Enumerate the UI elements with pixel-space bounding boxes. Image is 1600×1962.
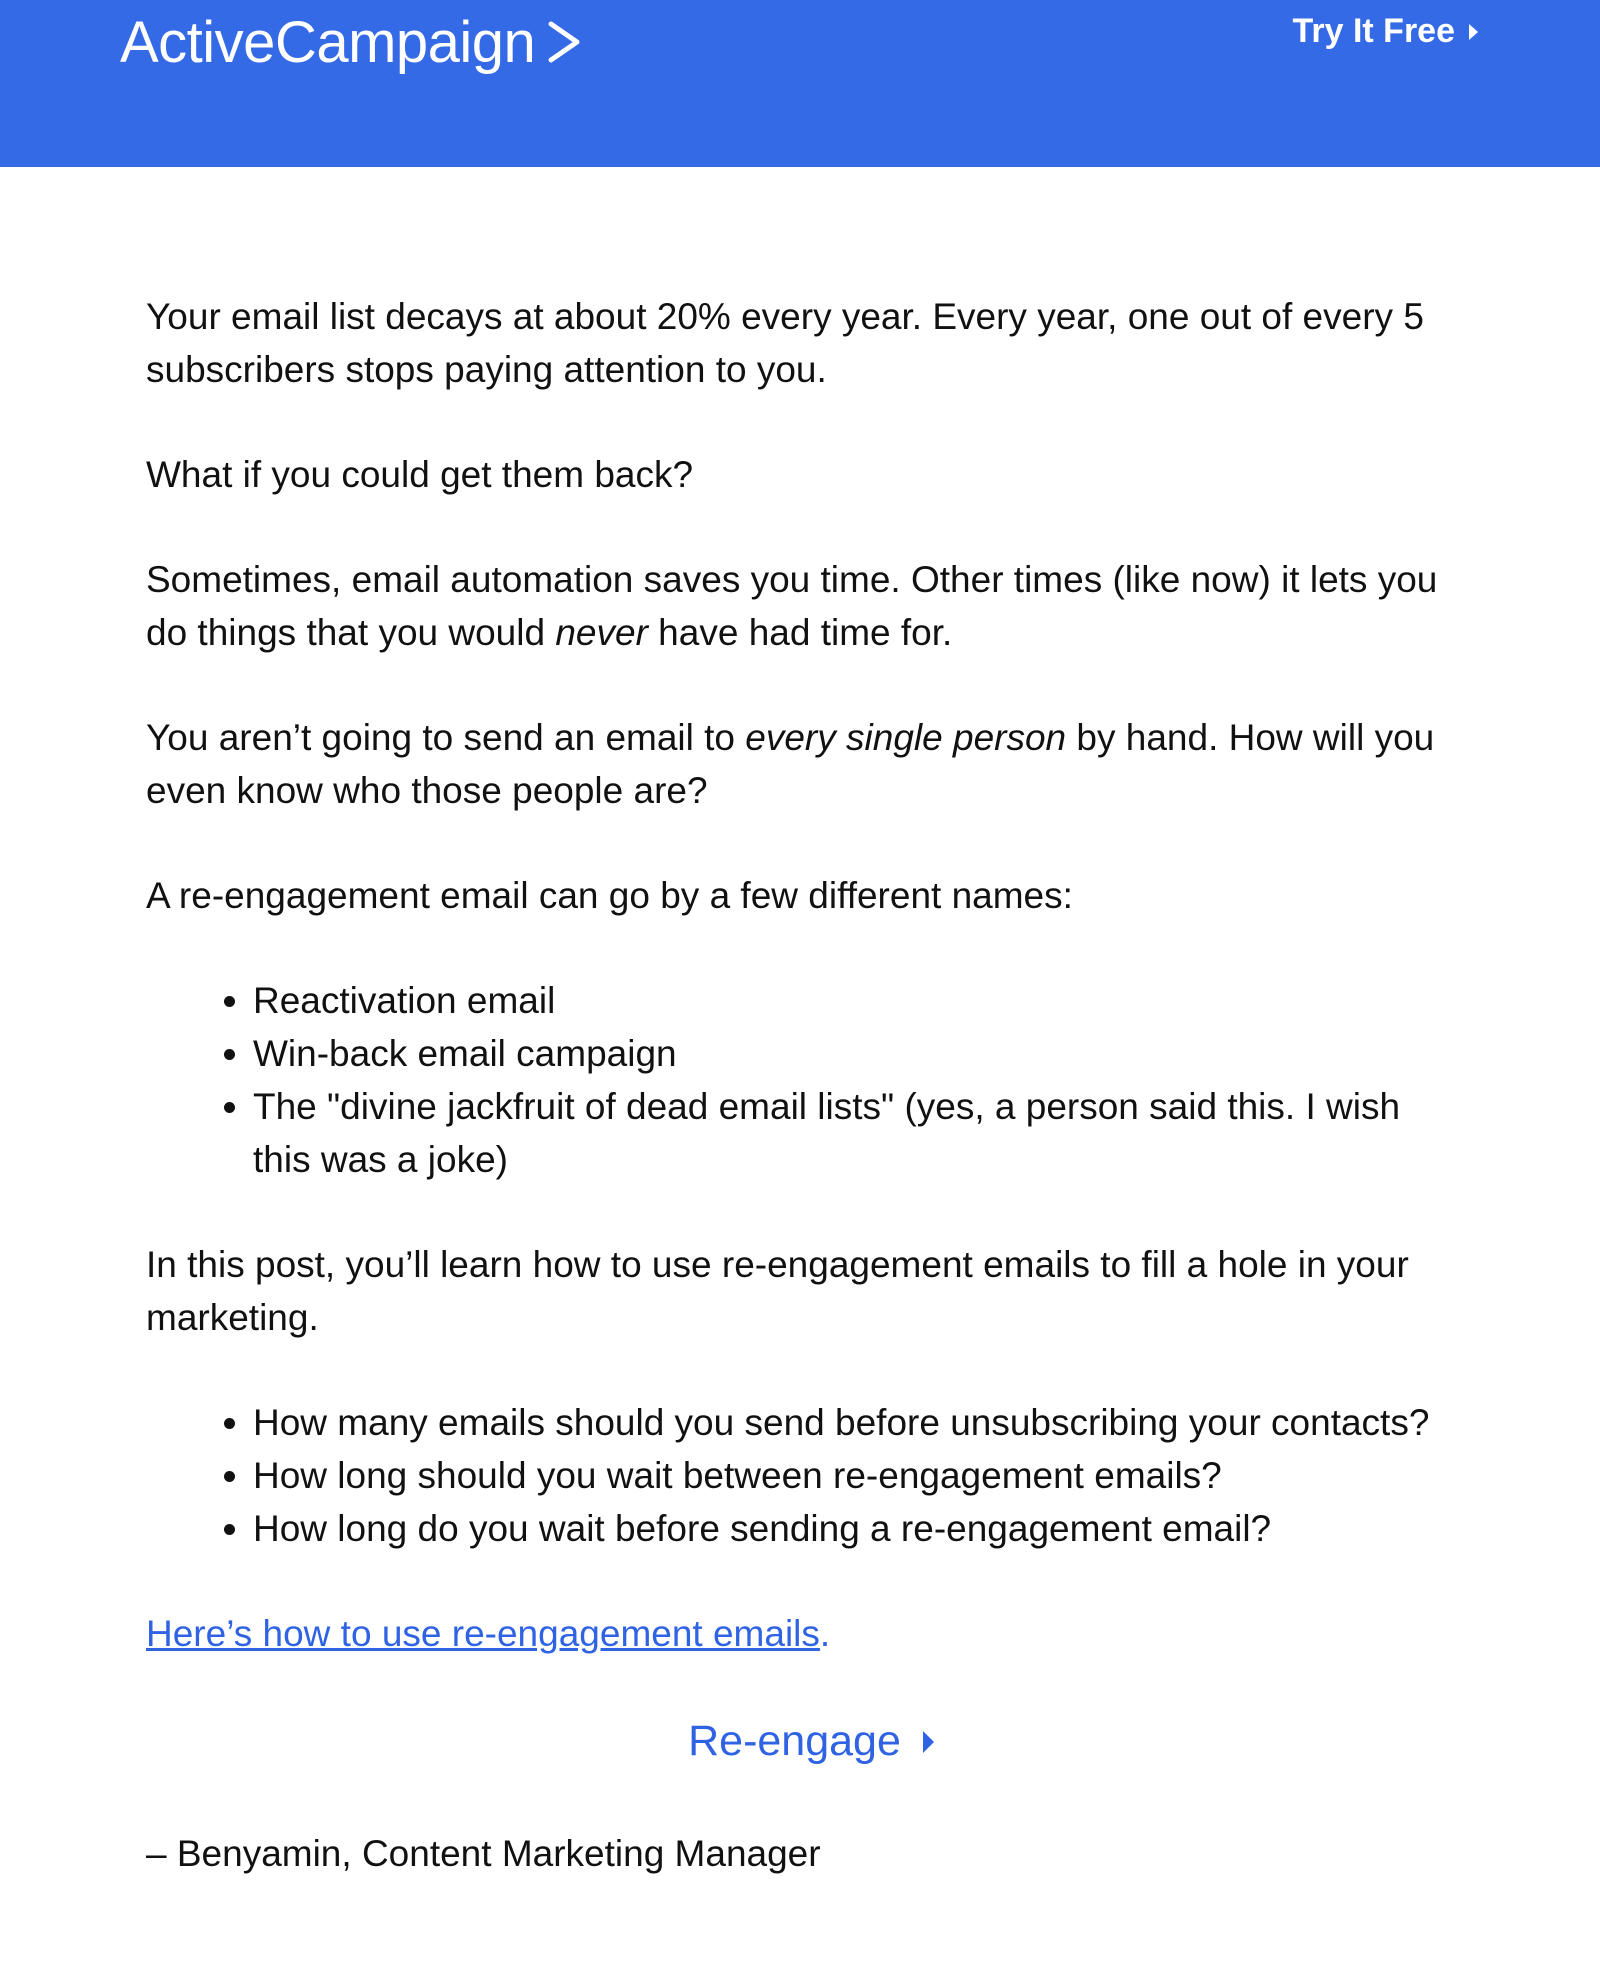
emphasis-every-single-person: every single person xyxy=(745,717,1067,758)
reengagement-article-link[interactable]: Here’s how to use re-engagement emails xyxy=(146,1613,820,1654)
names-list xyxy=(146,974,1466,1186)
link-period: . xyxy=(819,1613,831,1654)
list-item: • Win-back email campaign xyxy=(253,1027,1466,1080)
re-engage-label: Re-engage xyxy=(688,1717,901,1765)
list-item: • How many emails should you send before unsubscribing your contacts? xyxy=(253,1396,1466,1449)
caret-right-icon xyxy=(923,1731,934,1753)
list-item: • How long should you wait between re-engagement emails? xyxy=(253,1449,1466,1502)
questions-list xyxy=(146,1396,1466,1555)
email-body xyxy=(146,290,1466,1932)
paragraph-post-intro: In this post, you’ll learn how to use re-engagement emails to fill a hole in your marketing. xyxy=(146,1244,1409,1338)
list-item: • How long do you wait before sending a re-engagement email? xyxy=(253,1502,1466,1555)
paragraph-automation xyxy=(146,553,1466,659)
paragraph-intro: Your email list decays at about 20% every year. Every year, one out of every 5 subscribers stops paying attention to you. xyxy=(146,296,1424,390)
email-header xyxy=(0,0,1600,167)
try-it-free-link[interactable] xyxy=(1292,12,1478,51)
caret-right-icon xyxy=(1469,24,1478,40)
paragraph-automation-end: have had time for. xyxy=(647,612,953,653)
paragraph-link xyxy=(146,1607,1466,1660)
try-it-free-label: Try It Free xyxy=(1292,12,1455,50)
paragraph-by-hand-end: by hand. How will you even know who those people are? xyxy=(146,717,1435,811)
signature: – Benyamin, Content Marketing Manager xyxy=(146,1833,821,1874)
chevron-right-icon xyxy=(545,18,583,66)
emphasis-never: never xyxy=(555,612,648,653)
list-item: • Reactivation email xyxy=(253,974,1466,1027)
cta-container xyxy=(146,1715,1466,1769)
list-item: • The "divine jackfruit of dead email lists" (yes, a person said this. I wish this was a joke) xyxy=(253,1080,1466,1186)
paragraph-by-hand-start: You aren’t going to send an email to xyxy=(146,717,746,758)
logo-text: ActiveCampaign xyxy=(120,9,536,75)
paragraph-names-intro: A re-engagement email can go by a few different names: xyxy=(146,875,1073,916)
paragraph-automation-start: Sometimes, email automation saves you time. Other times (like now) it lets you do things that you would xyxy=(146,559,1438,653)
activecampaign-logo[interactable] xyxy=(120,6,583,78)
paragraph-question: What if you could get them back? xyxy=(146,454,694,495)
paragraph-by-hand xyxy=(146,711,1466,817)
re-engage-button[interactable] xyxy=(688,1715,934,1768)
